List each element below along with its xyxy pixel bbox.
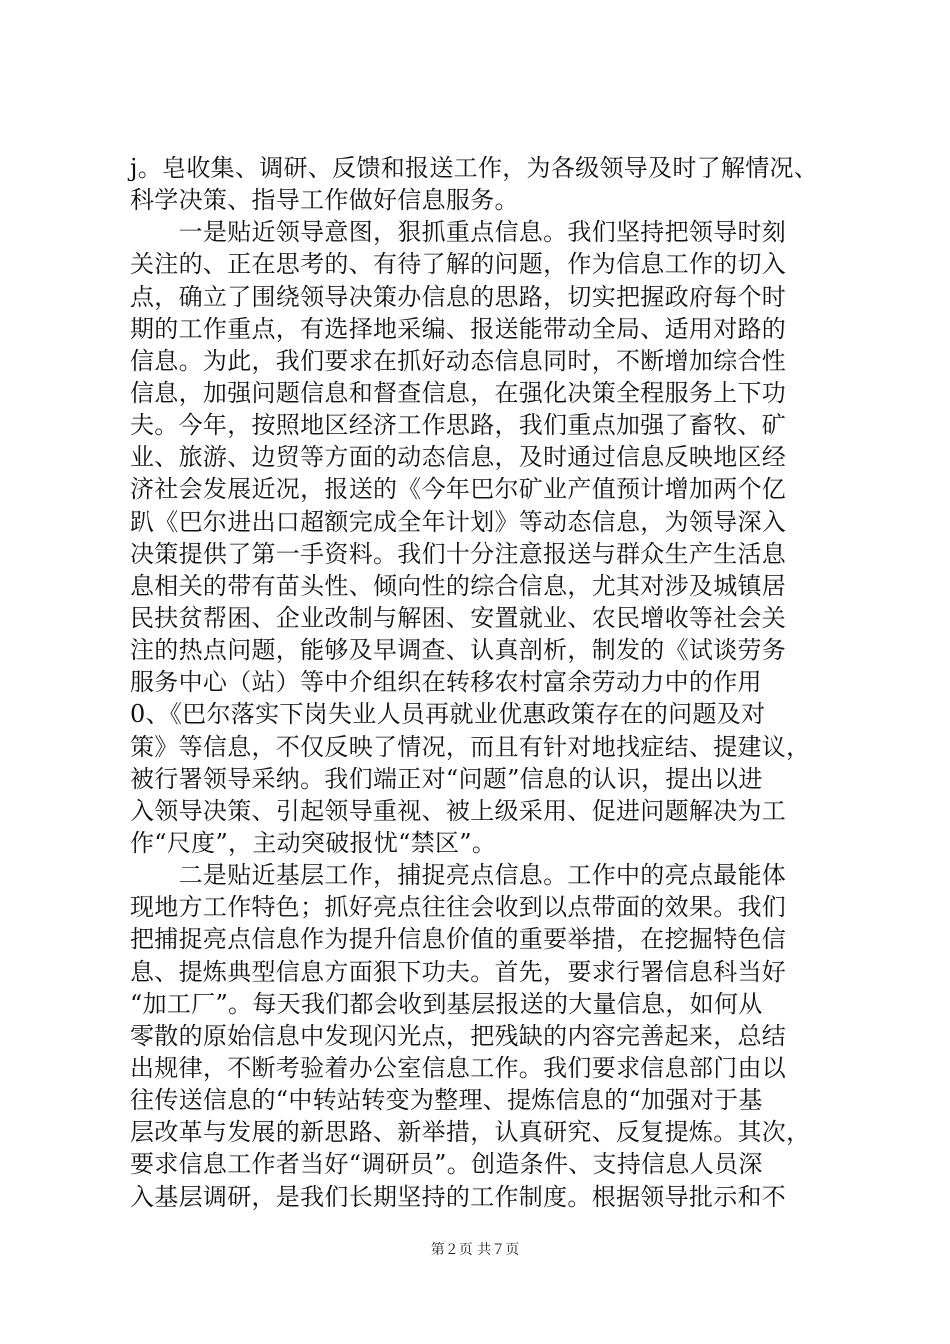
text-line: 信息。为此，我们要求在抓好动态信息同时，不断增加综合性 — [130, 346, 787, 375]
text-line: 把捕捉亮点信息作为提升信息价值的重要举措，在挖掘特色信 — [130, 925, 787, 954]
text-line: 期的工作重点，有选择地采编、报送能带动全局、适用对路的 — [130, 314, 787, 343]
text-line: 科学决策、指导工作做好信息服务。 — [130, 186, 519, 215]
text-line: “加工厂”。每天我们都会收到基层报送的大量信息，如何从 — [130, 989, 763, 1018]
text-line: 夫。今年，按照地区经济工作思路，我们重点加强了畜牧、矿 — [130, 411, 787, 440]
text-line: 现地方工作特色；抓好亮点往往会收到以点带面的效果。我们 — [130, 893, 787, 922]
page-footer: 第２页 共７页 — [430, 1242, 520, 1258]
document-body — [130, 152, 830, 1213]
text-line: 关注的、正在思考的、有待了解的问题，作为信息工作的切入 — [130, 250, 787, 279]
text-line: 0、《巴尔落实下岗失业人员再就业优惠政策存在的问题及对 — [130, 700, 766, 729]
text-line: 信息，加强问题信息和督查信息，在强化决策全程服务上下功 — [130, 378, 787, 407]
text-line: 入基层调研，是我们长期坚持的工作制度。根据领导批示和不 — [130, 1182, 787, 1211]
text-line: 民扶贫帮困、企业改制与解困、安置就业、农民增收等社会关 — [130, 603, 787, 632]
text-line: 零散的原始信息中发现闪光点，把残缺的内容完善起来，总结 — [130, 1021, 787, 1050]
text-line: 二是贴近基层工作，捕捉亮点信息。工作中的亮点最能体 — [130, 861, 787, 890]
text-line: 策》等信息，不仅反映了情况，而且有针对地找症结、提建议， — [130, 732, 811, 761]
text-line: 息、提炼典型信息方面狠下功夫。首先，要求行署信息科当好 — [130, 957, 787, 986]
text-line: 往传送信息的“中转站转变为整理、提炼信息的“加强对于基 — [130, 1086, 763, 1115]
text-line: 注的热点问题，能够及早调查、认真剖析，制发的《试谈劳务 — [130, 636, 787, 665]
text-line: 层改革与发展的新思路、新举措，认真研究、反复提炼。其次， — [130, 1118, 811, 1147]
text-line: 息相关的带有苗头性、倾向性的综合信息，尤其对涉及城镇居 — [130, 571, 787, 600]
text-line: 出规律，不断考验着办公室信息工作。我们要求信息部门由以 — [130, 1053, 787, 1082]
text-line: j。皂收集、调研、反馈和报送工作，为各级领导及时了解情况、 — [130, 154, 819, 182]
text-line: 趴《巴尔进出口超额完成全年计划》等动态信息，为领导深入 — [130, 507, 787, 536]
text-line: 业、旅游、边贸等方面的动态信息，及时通过信息反映地区经 — [130, 443, 787, 472]
text-line: 济社会发展近况，报送的《今年巴尔矿业产值预计增加两个亿 — [130, 475, 787, 504]
text-line: 决策提供了第一手资料。我们十分注意报送与群众生产生活息 — [130, 539, 787, 568]
text-line: 入领导决策、引起领导重视、被上级采用、促进问题解决为工 — [130, 796, 787, 825]
text-line: 要求信息工作者当好“调研员”。创造条件、支持信息人员深 — [130, 1150, 763, 1179]
text-line: 作“尺度”，主动突破报忧“禁区”。 — [130, 828, 497, 857]
text-line: 被行署领导采纳。我们端正对“问题”信息的认识，提出以进 — [130, 764, 763, 793]
text-line: 点，确立了围绕领导决策办信息的思路，切实把握政府每个时 — [130, 282, 787, 311]
text-line: 一是贴近领导意图，狠抓重点信息。我们坚持把领导时刻 — [130, 218, 787, 247]
text-line: 服务中心（站）等中介组织在转移农村富余劳动力中的作用 — [130, 668, 762, 697]
